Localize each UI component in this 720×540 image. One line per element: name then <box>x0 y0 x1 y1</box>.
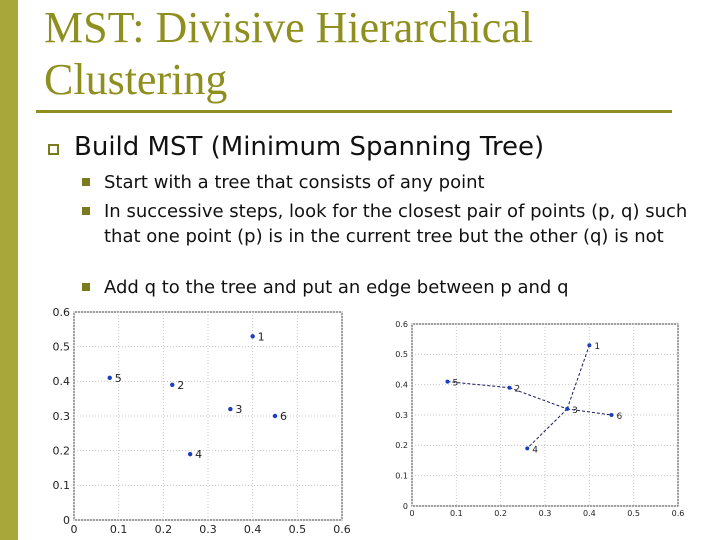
y-tick-label: 0.4 <box>52 375 70 389</box>
x-tick-label: 0.2 <box>154 523 173 536</box>
point-label: 2 <box>177 378 185 392</box>
data-point <box>273 414 277 418</box>
hollow-square-bullet-icon <box>48 144 59 155</box>
point-label: 5 <box>114 371 122 385</box>
data-point <box>228 407 232 411</box>
y-tick-label: 0.6 <box>395 319 408 329</box>
square-bullet-icon <box>82 207 90 215</box>
point-label: 1 <box>257 330 265 344</box>
y-tick-label: 0.3 <box>52 409 70 423</box>
y-tick-label: 0.1 <box>52 479 70 493</box>
y-tick-label: 0.5 <box>395 350 408 360</box>
data-point <box>565 407 569 411</box>
x-tick-label: 0.4 <box>243 523 262 536</box>
point-label: 3 <box>235 403 243 417</box>
square-bullet-icon <box>82 178 90 186</box>
x-tick-label: 0.3 <box>538 509 552 518</box>
data-point <box>170 383 174 387</box>
data-point <box>525 446 529 450</box>
square-bullet-icon <box>82 283 90 291</box>
data-point <box>188 452 192 456</box>
title-line-1: MST: Divisive Hierarchical <box>44 3 534 52</box>
x-tick-label: 0.1 <box>449 509 463 518</box>
y-tick-label: 0.2 <box>395 441 408 451</box>
main-bullet-text: Build MST (Minimum Spanning Tree) <box>74 132 545 162</box>
y-tick-label: 0.4 <box>395 380 408 390</box>
y-tick-label: 0.1 <box>395 471 408 481</box>
x-tick-label: 0.4 <box>582 509 596 518</box>
point-label: 4 <box>195 448 203 462</box>
x-tick-label: 0.6 <box>333 523 351 536</box>
sub-bullet-text: Start with a tree that consists of any point <box>104 172 485 193</box>
y-tick-label: 0.5 <box>52 340 70 354</box>
point-label: 3 <box>572 405 578 416</box>
point-label: 1 <box>594 342 601 353</box>
y-tick-label: 0.6 <box>52 305 70 319</box>
point-label: 6 <box>616 412 623 422</box>
point-label: 6 <box>280 410 287 423</box>
y-tick-label: 0 <box>63 513 70 527</box>
x-tick-label: 0.1 <box>109 523 128 536</box>
scatter-plot-mst <box>372 316 690 538</box>
point-label: 4 <box>532 445 539 456</box>
slide-title <box>44 2 684 106</box>
x-tick-label: 0.6 <box>671 509 685 518</box>
plot-frame <box>74 312 342 520</box>
y-tick-label: 0 <box>402 501 408 511</box>
y-tick-label: 0.2 <box>52 444 70 458</box>
x-tick-label: 0.3 <box>199 523 217 536</box>
title-underline <box>36 110 672 113</box>
point-label: 5 <box>452 378 459 389</box>
y-tick-label: 0.3 <box>395 410 408 420</box>
data-point <box>445 380 449 384</box>
point-label: 2 <box>514 384 521 395</box>
data-point <box>610 413 614 417</box>
sub-bullet-text: In successive steps, look for the closest pair of points (p, q) such that one point (p) is in the current tree but the other (q) is not <box>104 201 688 247</box>
x-tick-label: 0.5 <box>288 523 307 536</box>
slide-side-bar <box>0 0 18 540</box>
x-tick-label: 0 <box>70 523 78 536</box>
data-point <box>108 376 112 380</box>
data-point <box>250 334 254 338</box>
data-point <box>508 386 512 390</box>
x-tick-label: 0 <box>409 509 415 518</box>
title-line-2: Clustering <box>44 55 228 104</box>
data-point <box>587 343 591 347</box>
sub-bullet-text: Add q to the tree and put an edge between p and q <box>104 277 569 298</box>
scatter-plot-points <box>44 300 354 540</box>
x-tick-label: 0.2 <box>494 509 508 518</box>
x-tick-label: 0.5 <box>627 509 641 518</box>
